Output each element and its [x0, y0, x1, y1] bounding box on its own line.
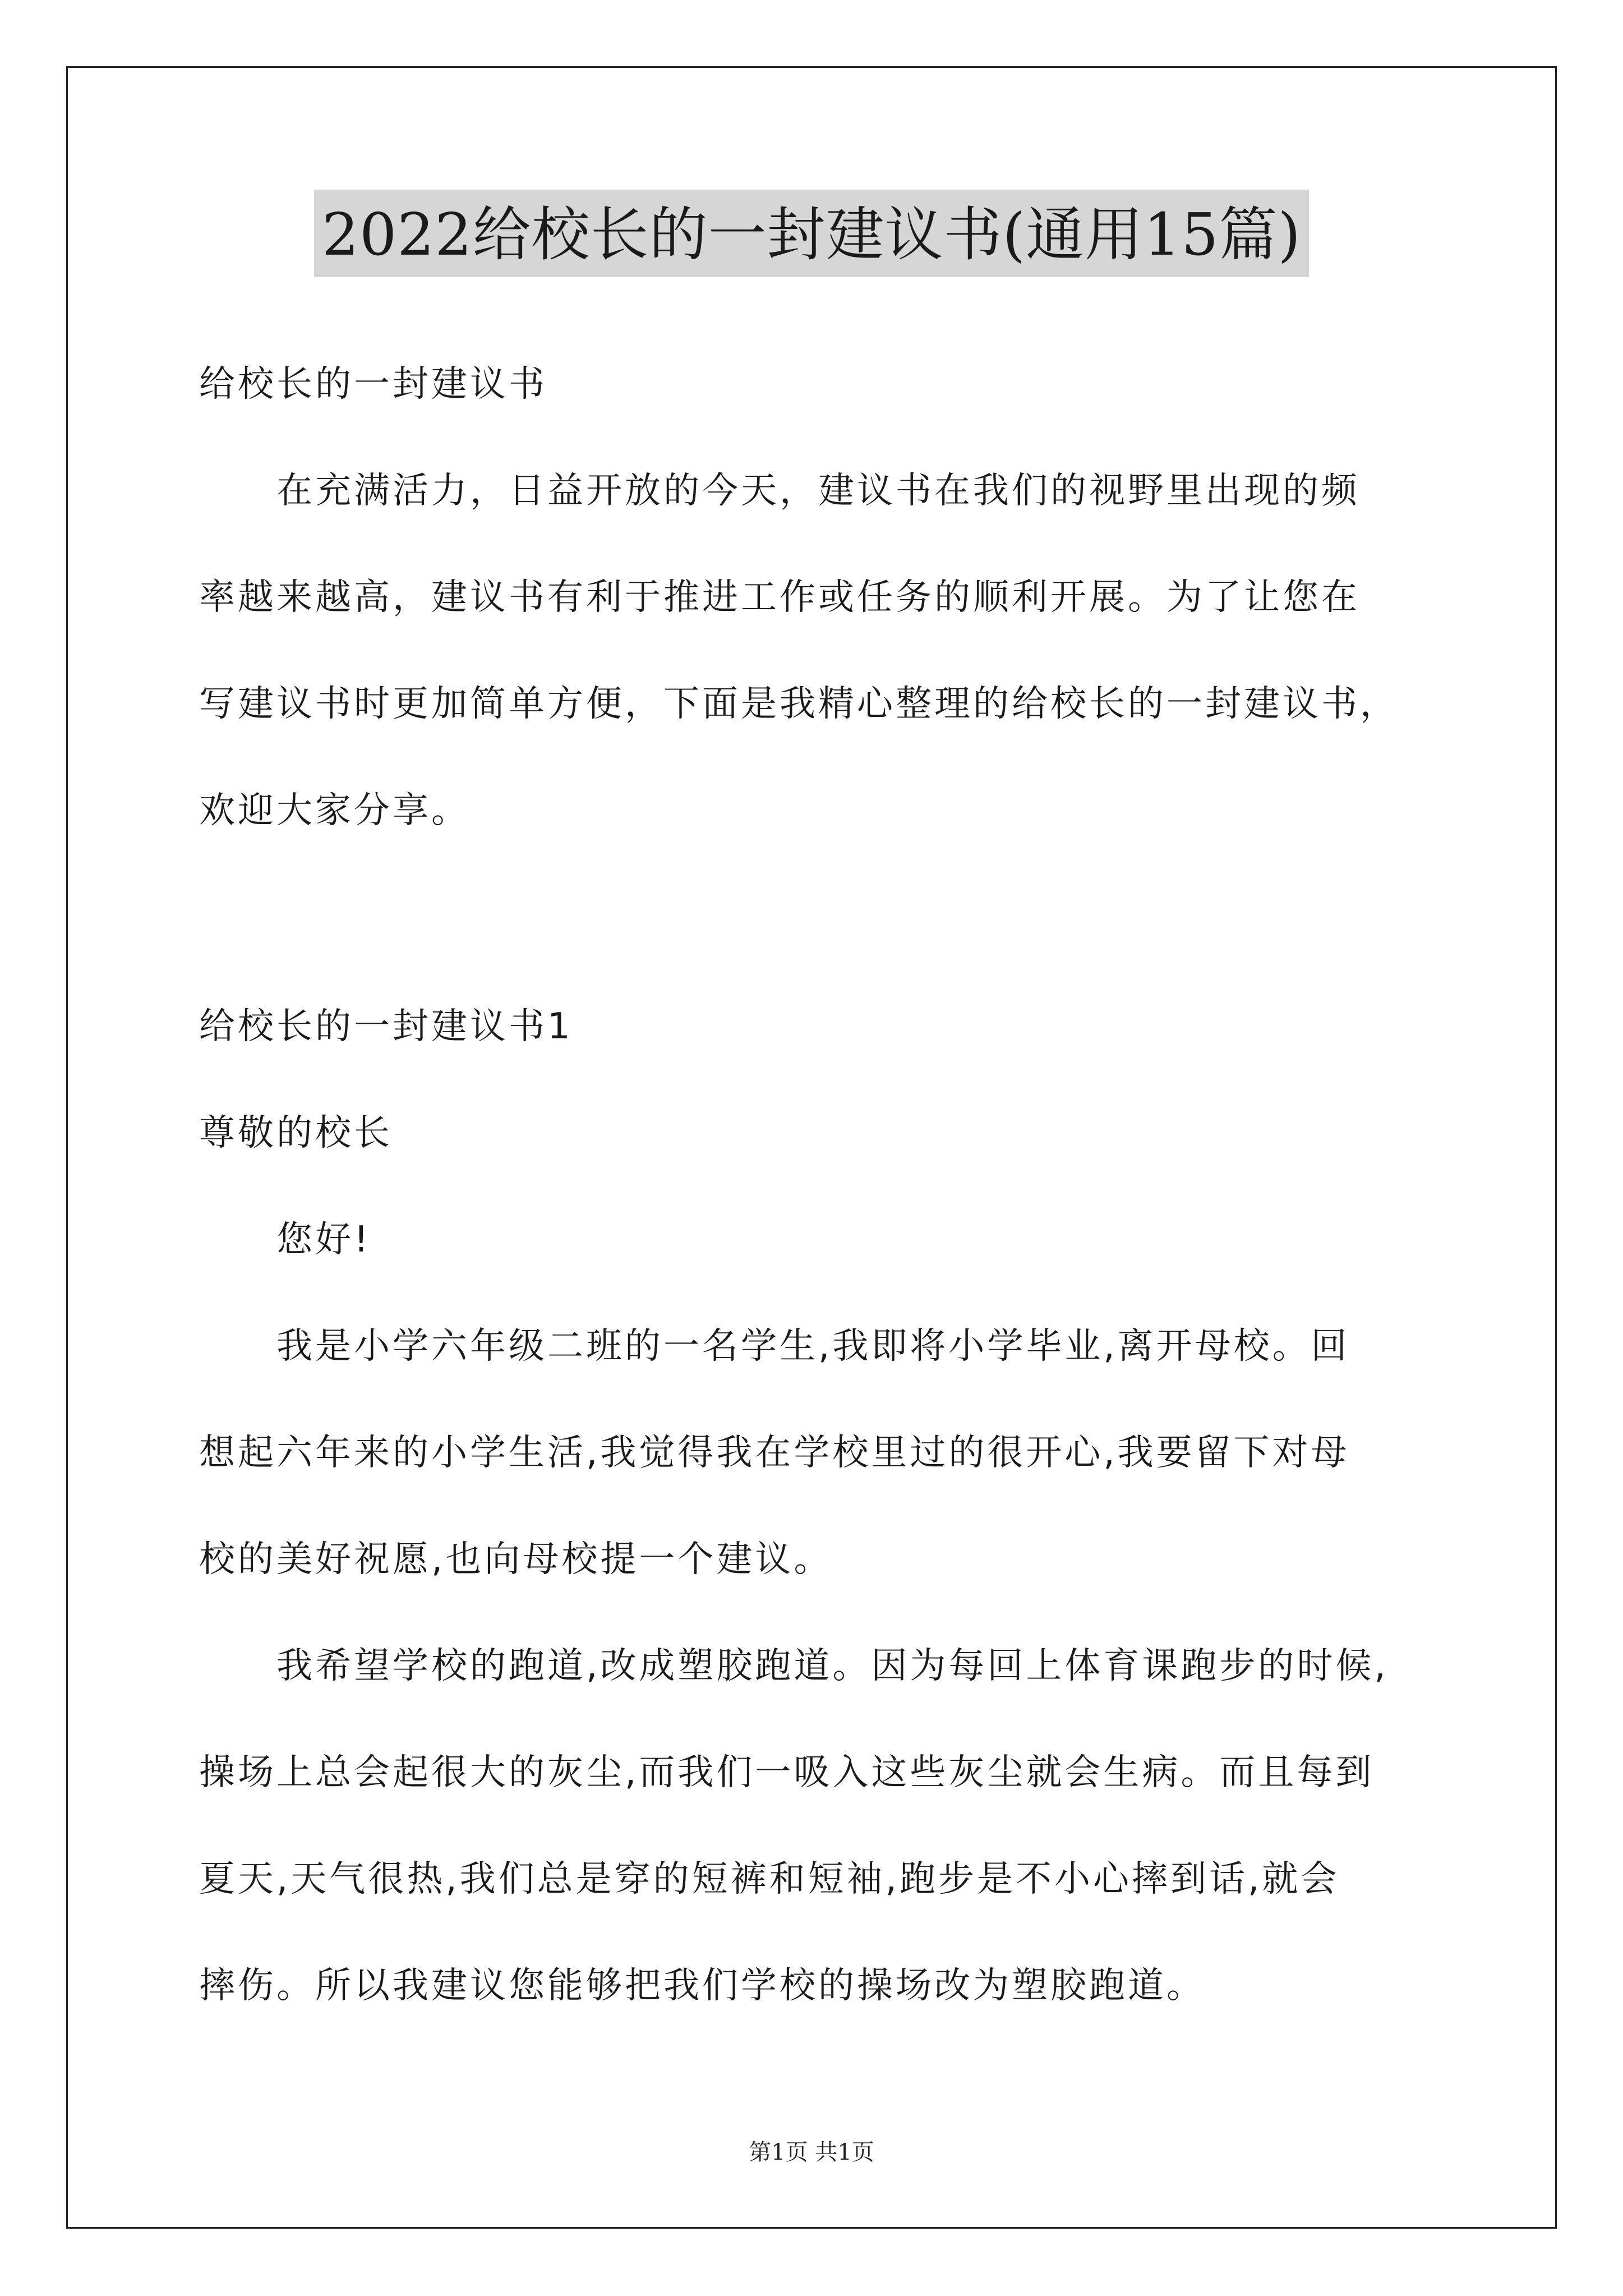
section-heading: 给校长的一封建议书: [199, 364, 547, 405]
intro-line-1: 在充满活力，日益开放的今天，建议书在我们的视野里出现的频: [199, 470, 1360, 512]
paragraph-1-line-2: 想起六年来的小学生活,我觉得我在学校里过的很开心,我要留下对母: [199, 1432, 1350, 1474]
intro-line-2: 率越来越高，建议书有利于推进工作或任务的顺利开展。为了让您在: [199, 577, 1360, 618]
greeting: 您好!: [199, 1219, 371, 1260]
intro-line-4: 欢迎大家分享。: [199, 790, 470, 831]
intro-line-3: 写建议书时更加简单方便，下面是我精心整理的给校长的一封建议书，: [199, 683, 1399, 725]
paragraph-2-line-3: 夏天,天气很热,我们总是穿的短裤和短袖,跑步是不小心摔到话,就会: [199, 1858, 1340, 1900]
paragraph-2-line-2: 操场上总会起很大的灰尘,而我们一吸入这些灰尘就会生病。而且每到: [199, 1752, 1375, 1793]
document-title: 2022给校长的一封建议书(通用15篇): [314, 190, 1309, 277]
paragraph-1-line-3: 校的美好祝愿,也向母校提一个建议。: [199, 1539, 833, 1580]
paragraph-1-line-1: 我是小学六年级二班的一名学生,我即将小学毕业,离开母校。回: [199, 1326, 1350, 1367]
salutation: 尊敬的校长: [199, 1112, 393, 1154]
letter-heading: 给校长的一封建议书1: [199, 1006, 573, 1047]
paragraph-2-line-1: 我希望学校的跑道,改成塑胶跑道。因为每回上体育课跑步的时候,: [199, 1645, 1389, 1687]
title-container: [0, 190, 1623, 277]
paragraph-2-line-4: 摔伤。所以我建议您能够把我们学校的操场改为塑胶跑道。: [199, 1965, 1205, 2007]
page-footer: 第1页 共1页: [749, 2139, 874, 2165]
